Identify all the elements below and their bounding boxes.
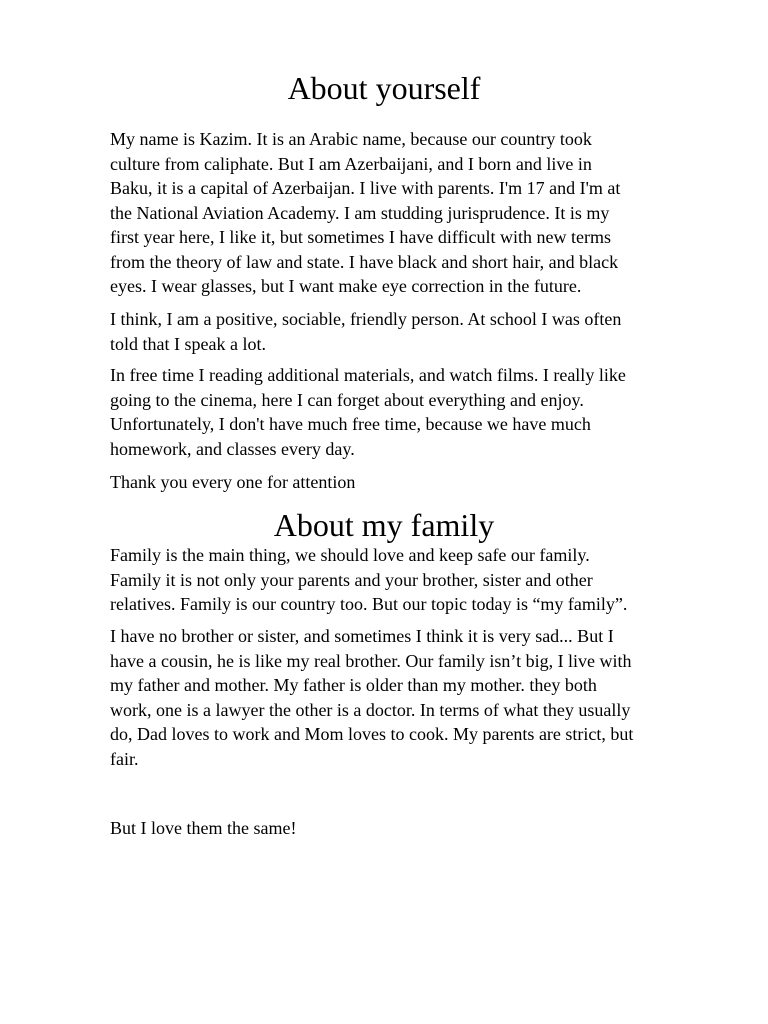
paragraph-closing: But I love them the same! [110, 818, 297, 838]
paragraph-introduction: My name is Kazim. It is an Arabic name, because our country took culture from caliphate. But I am Azerbaijani, and I born and live in Baku, it is a capital of Azerbaijan. I live with parents. I'm 17 and I'm at the National Aviation Academy. I am studding jurisprudence. It is my first year here, I like it, but sometimes I have difficult with new terms from the theory of law and state. I have black and short hair, and black eyes. I wear glasses, but I want make eye correction in the future. [110, 129, 621, 296]
paragraph-thanks: Thank you every one for attention [110, 472, 356, 492]
section-title-about-my-family: About my family [273, 507, 495, 543]
paragraph-free-time: In free time I reading additional materials, and watch films. I really like going to the cinema, here I can forget about everything and enjoy. Unfortunately, I don't have much free time, because we have much homework, and classes every day. [110, 365, 626, 459]
section-title-about-yourself: About yourself [287, 70, 481, 106]
paragraph-personality: I think, I am a positive, sociable, friendly person. At school I was often told that I speak a lot. [110, 309, 622, 354]
paragraph-family-details: I have no brother or sister, and sometimes I think it is very sad... But I have a cousin, he is like my real brother. Our family isn’t big, I live with my father and mother. My father is older than my mother. they both work, one is a lawyer the other is a doctor. In terms of what they usually do, Dad loves to work and Mom loves to cook. My parents are strict, but fair. [110, 626, 634, 769]
paragraph-family-intro: Family is the main thing, we should love and keep safe our family. Family it is not only your parents and your brother, sister and other relatives. Family is our country too. But our topic today is “my family”. [110, 545, 628, 614]
